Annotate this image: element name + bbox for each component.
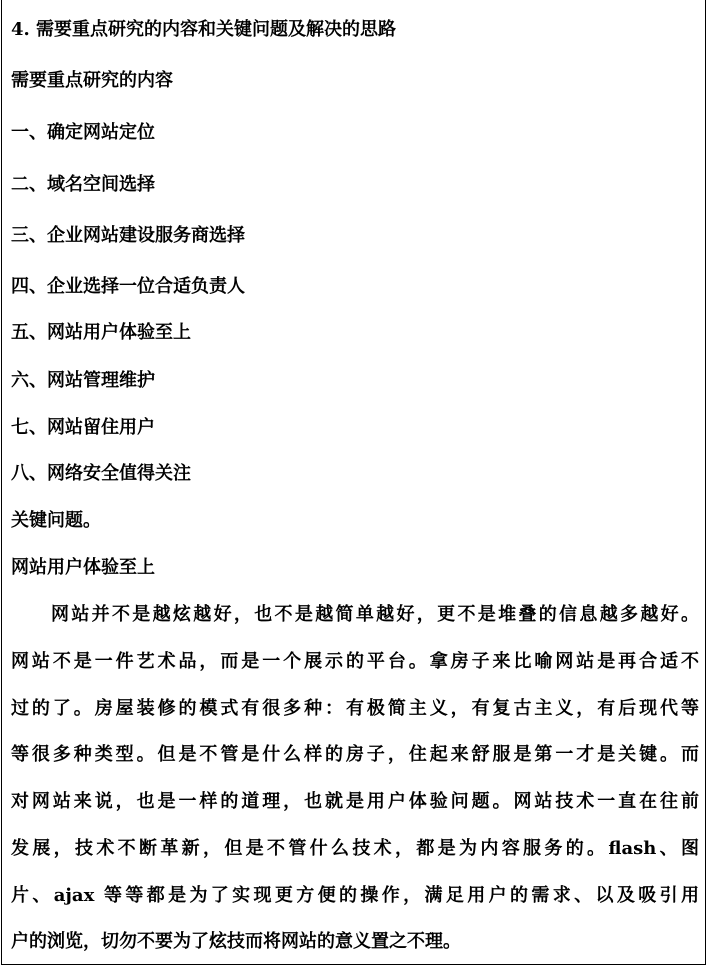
section-title: 4. 需要重点研究的内容和关键问题及解决的思路 (11, 19, 397, 40)
paragraph-line: 片、ajax 等等都是为了实现更方便的操作，满足用户的需求、以及吸引用 (11, 885, 699, 906)
paragraph-line: 网站并不是越炫越好，也不是越简单越好，更不是堆叠的信息越多越好。 (51, 604, 699, 625)
paragraph-line: 网站不是一件艺术品，而是一个展示的平台。拿房子来比喻网站是再合适不 (11, 651, 699, 672)
paragraph-line: 发展，技术不断革新，但是不管什么技术，都是为内容服务的。flash、图 (11, 838, 699, 859)
list-item: 六、网站管理维护 (11, 370, 155, 391)
key-issues-heading: 关键问题。 (11, 510, 101, 531)
paragraph-line: 过的了。房屋装修的模式有很多种：有极简主义，有复古主义，有后现代等 (11, 698, 699, 719)
key-issue-title: 网站用户体验至上 (11, 557, 155, 578)
content-heading: 需要重点研究的内容 (11, 70, 173, 91)
list-item: 一、确定网站定位 (11, 122, 155, 143)
list-item: 二、域名空间选择 (11, 174, 155, 195)
list-item: 五、网站用户体验至上 (11, 322, 191, 343)
list-item: 八、网络安全值得关注 (11, 463, 191, 484)
list-item: 三、企业网站建设服务商选择 (11, 225, 245, 246)
paragraph-line: 等很多种类型。但是不管是什么样的房子，住起来舒服是第一才是关键。而 (11, 744, 699, 765)
list-item: 七、网站留住用户 (11, 417, 155, 438)
paragraph-line: 户的浏览，切勿不要为了炫技而将网站的意义置之不理。 (11, 931, 461, 952)
list-item: 四、企业选择一位合适负责人 (11, 276, 245, 297)
paragraph-line: 对网站来说，也是一样的道理，也就是用户体验问题。网站技术一直在往前 (11, 791, 699, 812)
